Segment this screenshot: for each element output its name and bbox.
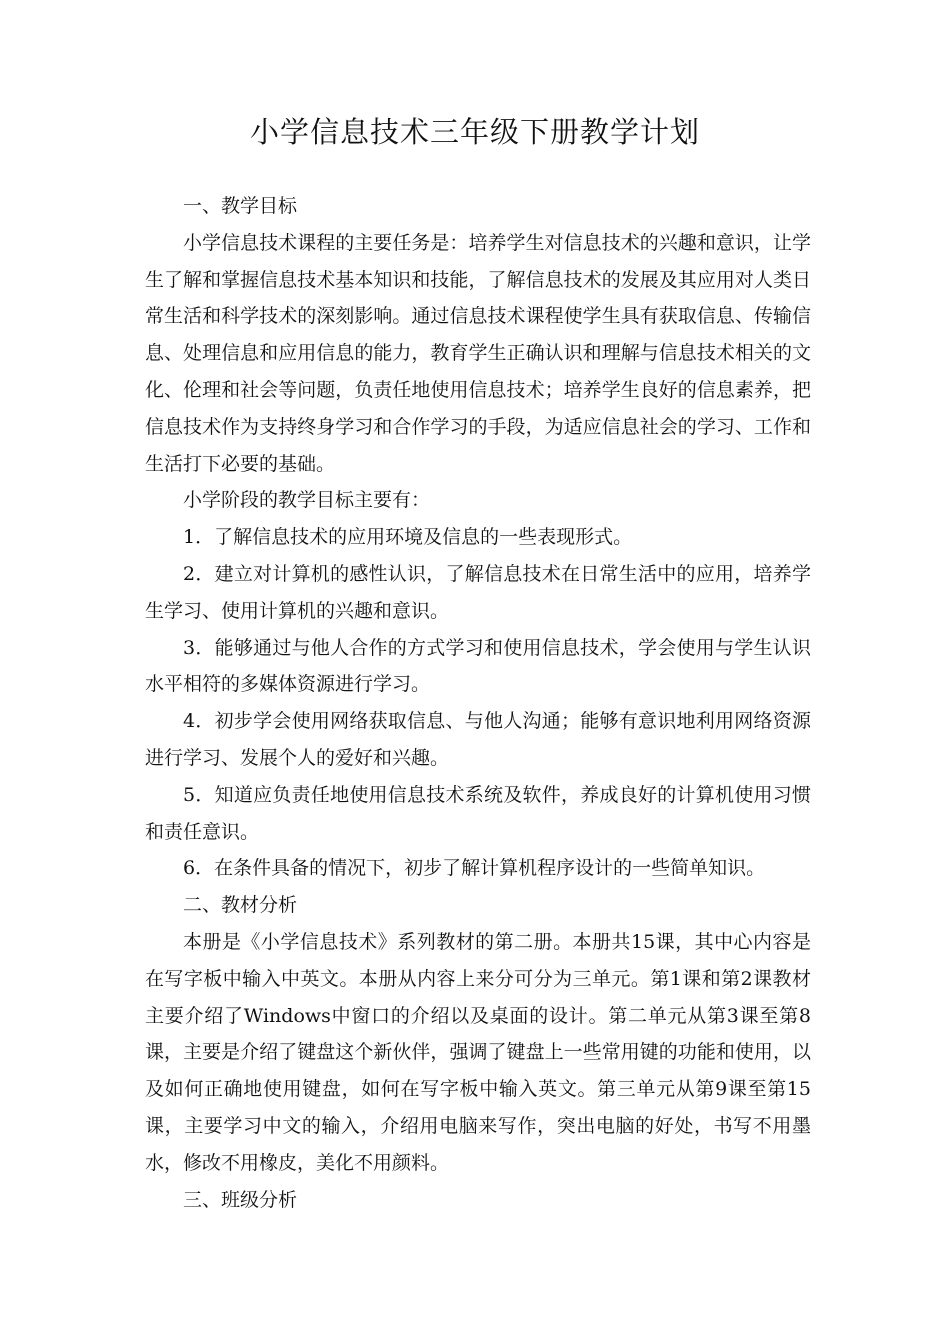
document-body (145, 188, 811, 1218)
goal-item-2: 2．建立对计算机的感性认识，了解信息技术在日常生活中的应用，培养学生学习、使用计算机的兴趣和意识。 (145, 562, 811, 622)
goal-item-5: 5．知道应负责任地使用信息技术系统及软件，养成良好的计算机使用习惯和责任意识。 (145, 783, 811, 843)
heading-class-analysis: 三、班级分析 (183, 1188, 298, 1211)
heading-textbook-analysis: 二、教材分析 (183, 894, 298, 917)
document-title: 小学信息技术三年级下册教学计划 (249, 115, 700, 149)
heading-teaching-goals: 一、教学目标 (183, 195, 298, 217)
goal-item-3: 3．能够通过与他人合作的方式学习和使用信息技术，学会使用与学生认识水平相符的多媒体资源进行学习。 (145, 636, 811, 696)
paragraph-goals-intro: 小学阶段的教学目标主要有： (183, 489, 431, 512)
paragraph-course-task: 小学信息技术课程的主要任务是：培养学生对信息技术的兴趣和意识，让学生了解和掌握信息技术基本知识和技能，了解信息技术的发展及其应用对人类日常生活和科学技术的深刻影响。通过信息技术课程使学生具有获取信息、传输信息、处理信息和应用信息的能力，教育学生正确认识和理解与信息技术相关的文化、伦理和社会等问题，负责任地使用信息技术；培养学生良好的信息素养，把信息技术作为支持终身学习和合作学习的手段，为适应信息社会的学习、工作和生活打下必要的基础。 (145, 231, 811, 475)
goal-item-6: 6．在条件具备的情况下，初步了解计算机程序设计的一些简单知识。 (183, 857, 766, 880)
goal-item-4: 4．初步学会使用网络获取信息、与他人沟通；能够有意识地利用网络资源进行学习、发展个人的爱好和兴趣。 (145, 710, 811, 769)
goal-item-1: 1．了解信息技术的应用环境及信息的一些表现形式。 (183, 526, 633, 549)
paragraph-textbook-analysis: 本册是《小学信息技术》系列教材的第二册。本册共15课，其中心内容是在写字板中输入中英文。本册从内容上来分可分为三单元。第1课和第2课教材主要介绍了Windows中窗口的介绍以及桌面的设计。第二单元从第3课至第8课，主要是介绍了键盘这个新伙伴，强调了键盘上一些常用键的功能和使用，以及如何正确地使用键盘，如何在写字板中输入英文。第三单元从第9课至第15课，主要学习中文的输入，介绍用电脑来写作，突出电脑的好处，书写不用墨水，修改不用橡皮，美化不用颜料。 (145, 930, 811, 1174)
